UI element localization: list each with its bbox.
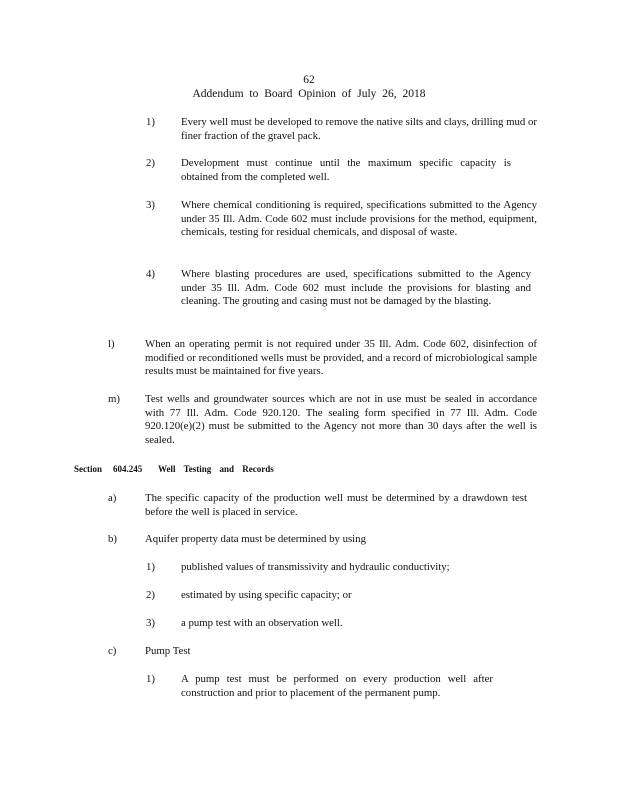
list-item-number: 3) (146, 199, 155, 211)
paragraph-letter: m) (108, 393, 120, 405)
list-item-number: 3) (146, 617, 155, 629)
list-item-text: A pump test must be performed on every production well after construction and prior to placement of the permanent pump. (181, 673, 493, 699)
list-item-text: estimated by using specific capacity; or (181, 589, 352, 601)
paragraph-letter: a) (108, 492, 117, 504)
list-item-number: 2) (146, 157, 155, 169)
list-item-text: Where chemical conditioning is required, specifications submitted to the Agency under 35 Ill. Adm. Code 602 must include provisions for the method, equipment, chemicals, testing for residual chemicals, and disposal of waste. (181, 199, 537, 239)
list-item-text: Where blasting procedures are used, specifications submitted to the Agency under 35 Ill. Adm. Code 602 must include the provisions for blasting and cleaning. The grouting and casing must not be damaged by the blasting. (181, 268, 531, 308)
section-label: Section (74, 464, 102, 474)
paragraph-text: Pump Test (145, 645, 191, 657)
list-item-text: Every well must be developed to remove the native silts and clays, drilling mud or finer fraction of the gravel pack. (181, 116, 537, 142)
list-item-number: 1) (146, 116, 155, 128)
paragraph-letter: b) (108, 533, 117, 545)
paragraph-text: Aquifer property data must be determined by using (145, 533, 366, 545)
paragraph-text: Test wells and groundwater sources which are not in use must be sealed in accordance with 77 Ill. Adm. Code 920.120. The sealing form specified in 77 Ill. Adm. Code 920.120(e)(2) must be submitted to the Agency not more than 30 days after the well is sealed. (145, 393, 537, 446)
paragraph-letter: l) (108, 338, 115, 350)
paragraph-text: When an operating permit is not required under 35 Ill. Adm. Code 602, disinfection of modified or reconditioned wells must be provided, and a record of microbiological sample results must be maintained for five years. (145, 338, 537, 378)
page-number: 62 (303, 74, 315, 86)
list-item-text: Development must continue until the maximum specific capacity is obtained from the completed well. (181, 157, 511, 183)
page-header: Addendum to Board Opinion of July 26, 2018 (192, 88, 426, 100)
list-item-text: published values of transmissivity and hydraulic conductivity; (181, 561, 450, 573)
paragraph-text: The specific capacity of the production well must be determined by a drawdown test before the well is placed in service. (145, 492, 527, 518)
list-item-number: 1) (146, 673, 155, 685)
list-item-number: 4) (146, 268, 155, 280)
list-item-number: 2) (146, 589, 155, 601)
list-item-number: 1) (146, 561, 155, 573)
section-title: Well Testing and Records (158, 464, 274, 474)
list-item-text: a pump test with an observation well. (181, 617, 343, 629)
section-number: 604.245 (113, 464, 143, 474)
paragraph-letter: c) (108, 645, 117, 657)
